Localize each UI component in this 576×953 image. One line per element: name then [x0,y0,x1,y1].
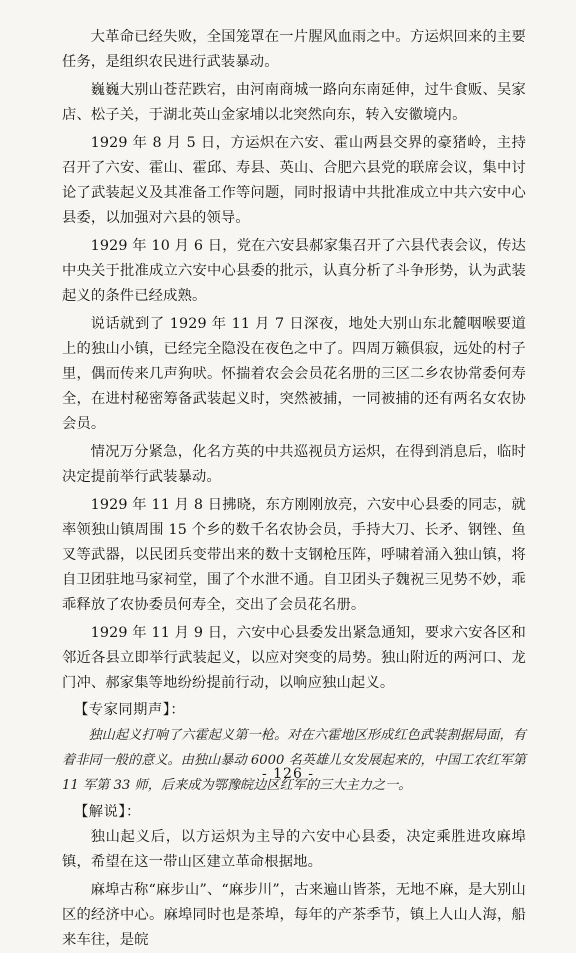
explain-paragraph-1: 独山起义后，以方运炽为主导的六安中心县委，决定乘胜进攻麻埠镇，希望在这一带山区建立革命根据地。 [62,829,526,870]
paragraph-1: 大革命已经失败，全国笼罩在一片腥风血雨之中。方运炽回来的主要任务，是组织农民进行武装暴动。 [62,29,526,70]
paragraph-6: 情况万分紧急，化名方英的中共巡视员方运炽，在得到消息后，临时决定提前举行武装暴动。 [62,444,526,485]
expert-quote: 独山起义打响了六霍起义第一枪。对在六霍地区形成红色武装割据局面，有着非同一般的意义。由独山暴动 6000 名英雄儿女发展起来的，中国工农红军第 11 军第 33 师，后来成为鄂豫皖边区红军的三大主力之一。 [62,728,526,793]
paragraph-4: 1929 年 10 月 6 日，党在六安县郝家集召开了六县代表会议，传达中央关于批准成立六安中心县委的批示，认真分析了斗争形势，认为武装起义的条件已经成熟。 [62,238,526,304]
paragraph-2: 巍巍大别山苍茫跌宕，由河南商城一路向东南延伸，过牛食贩、吴家店、松子关，于湖北英山金家埔以北突然向东，转入安徽境内。 [62,82,526,123]
paragraph-8: 1929 年 11 月 9 日，六安中心县委发出紧急通知，要求六安各区和邻近各县立即举行武装起义，以应对突变的局势。独山附近的两河口、龙门冲、郝家集等地纷纷提前行动，以响应独山起义。 [62,625,526,691]
explain-paragraph-2: 麻埠古称“麻步山”、“麻步川”，古来遍山皆茶，无地不麻，是大别山区的经济中心。麻埠同时也是茶埠，每年的产茶季节，镇上人山人海，船来车往，是皖 [62,882,526,948]
page-number: - 126 - [261,766,315,782]
paragraph-5: 说话就到了 1929 年 11 月 7 日深夜，地处大别山东北麓咽喉要道上的独山小镇，已经完全隐没在夜色之中了。四周万籁俱寂，远处的村子里，偶而传来几声狗吠。怀揣着农会会员花名册的三区二乡农协常委何寿全，在进村秘密筹备武装起义时，突然被捕，一同被捕的还有两名女农协会员。 [62,316,526,432]
expert-label: 【专家同期声】： [74,702,186,718]
paragraph-3: 1929 年 8 月 5 日，方运炽在六安、霍山两县交界的豪猪岭，主持召开了六安、霍山、霍邱、寿县、英山、合肥六县党的联席会议，集中讨论了武装起义及其准备工作等问题，同时报请中共批准成立中共六安中心县委，以加强对六县的领导。 [62,135,526,226]
explain-label: 【解说】： [74,804,141,820]
paragraph-7: 1929 年 11 月 8 日拂晓，东方刚刚放亮，六安中心县委的同志，就率领独山镇周围 15 个乡的数千名农协会员，手持大刀、长矛、钢锉、鱼叉等武器，以民团兵变带出来的数十支钢枪压阵，呼啸着涌入独山镇，将自卫团驻地马家祠堂，围了个水泄不通。自卫团头子魏祝三见势不妙，乖乖释放了农协委员何寿全，交出了会员花名册。 [62,497,526,613]
